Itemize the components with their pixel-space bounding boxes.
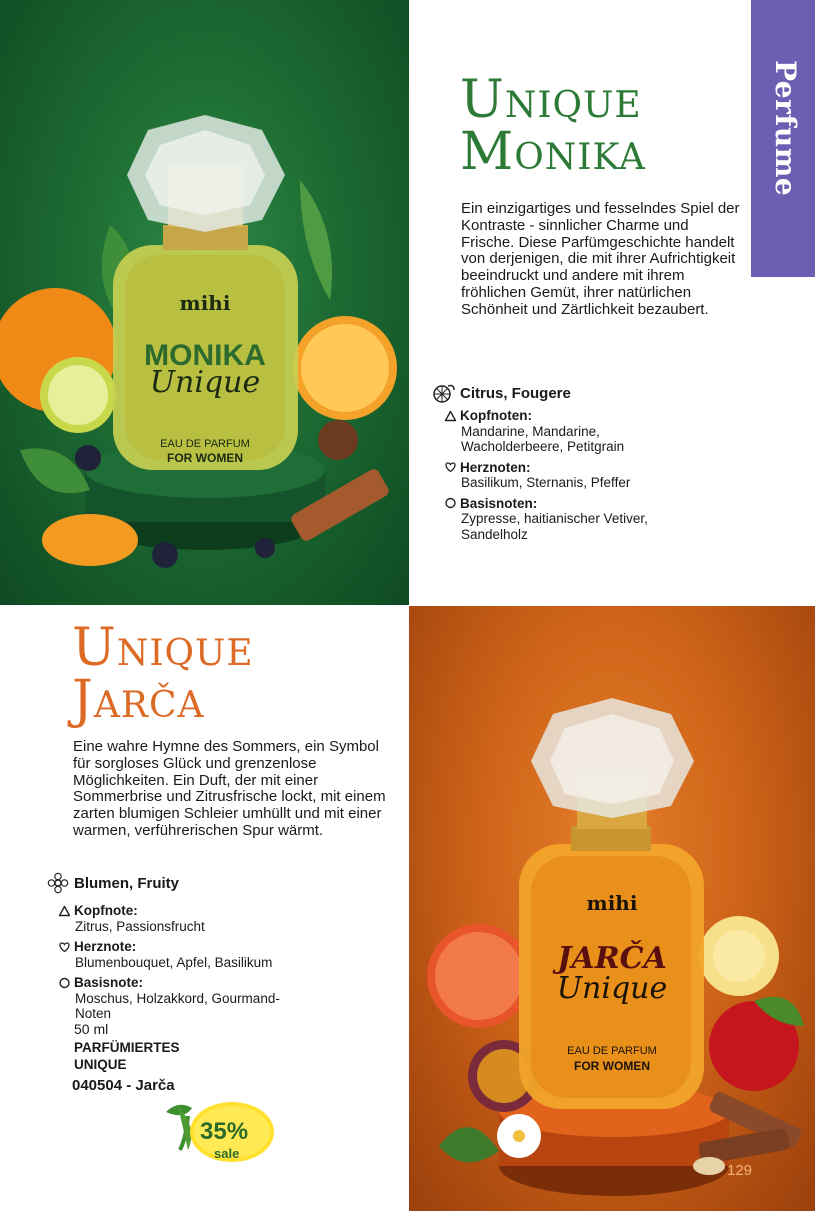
heart-icon [58,941,71,953]
jarca-bottle-line2: FOR WOMEN [574,1059,650,1073]
citrus-icon [432,383,456,403]
jarca-base-notes: Basisnote: Moschus, Holzakkord, Gourmand-Noten [58,975,305,1022]
jarca-bottle-name: JARČA [557,941,667,976]
monika-top-notes: Kopfnoten: Mandarine, Mandarine, Wacholderbeere, Petitgrain [444,408,671,455]
monika-heart-notes: Herznoten: Basilikum, Sternanis, Pfeffer [444,460,671,491]
monika-bottle-script: Unique [149,365,261,400]
jarca-title [72,618,254,730]
sale-percent: 35% [200,1118,249,1145]
jarca-bottle-line1: EAU DE PARFUM [567,1045,657,1057]
jarca-fragrance-family [46,872,179,894]
product-name: PARFÜMIERTES UNIQUE [74,1040,180,1072]
monika-bottle-line2: FOR WOMEN [167,451,243,465]
monika-title-line2: Monika [460,122,646,182]
product-code: 040504 - Jarča [72,1077,175,1094]
category-tab[interactable] [751,0,815,277]
monika-notes [444,408,671,547]
jarca-notes [58,903,305,1027]
page-number: 129 [727,1162,753,1179]
jarca-photo-illustration [409,606,815,1211]
monika-family-label: Citrus, Fougere [460,384,571,402]
top-note-icon [58,905,71,917]
jarca-product-photo [409,606,815,1211]
sale-label: sale [214,1146,240,1161]
monika-fragrance-family [432,383,571,403]
monika-bottle-name: MONIKA [144,339,266,372]
jarca-bottle-script: Unique [556,971,668,1006]
circle-icon [444,497,457,509]
flower-icon [46,872,70,894]
monika-photo-illustration [0,0,409,605]
jarca-description: Eine wahre Hymne des Sommers, ein Symbol für sorgloses Glück und grenzenlose Möglichkeiten. Ein Duft, der mit einer Sommerbrise und Zitrusfrische lockt, mit einem zarten blumigen Schleier umhüllt und mit einer warmen, verführerischen Spur wärmt. [73,738,386,839]
monika-title-line1: Unique [460,70,642,130]
heart-icon [444,461,457,473]
jarca-heart-notes: Herznote: Blumenbouquet, Apfel, Basilikum [58,939,305,970]
jarca-family-label: Blumen, Fruity [74,874,180,892]
jarca-top-notes: Kopfnote: Zitrus, Passionsfrucht [58,903,305,934]
monika-bottle-line1: EAU DE PARFUM [160,438,250,450]
product-volume: 50 ml [74,1021,109,1037]
monika-description: Ein einzigartiges und fesselndes Spiel der Kontraste - sinnlicher Charme und Frische. Diese Parfümgeschichte handelt von derjenigen, die mit ihrer Aufrichtigkeit beeindruckt und andere mit ihrem fröhlichen Gemüt, ihrer natürlichen Schönheit und Zärtlichkeit bezaubert. [461,200,740,318]
jarca-bottle-brand: mihi [586,891,638,915]
circle-icon [58,977,71,989]
top-note-icon [444,410,457,422]
monika-product-photo [0,0,409,605]
category-tab-label: Perfume [769,60,802,197]
monika-bottle-brand: mihi [179,291,231,315]
jarca-title-line2: Jarča [72,670,205,730]
jarca-title-line1: Unique [72,618,254,678]
monika-title [460,70,646,182]
monika-base-notes: Basisnoten: Zypresse, haitianischer Vetiver, Sandelholz [444,496,671,543]
